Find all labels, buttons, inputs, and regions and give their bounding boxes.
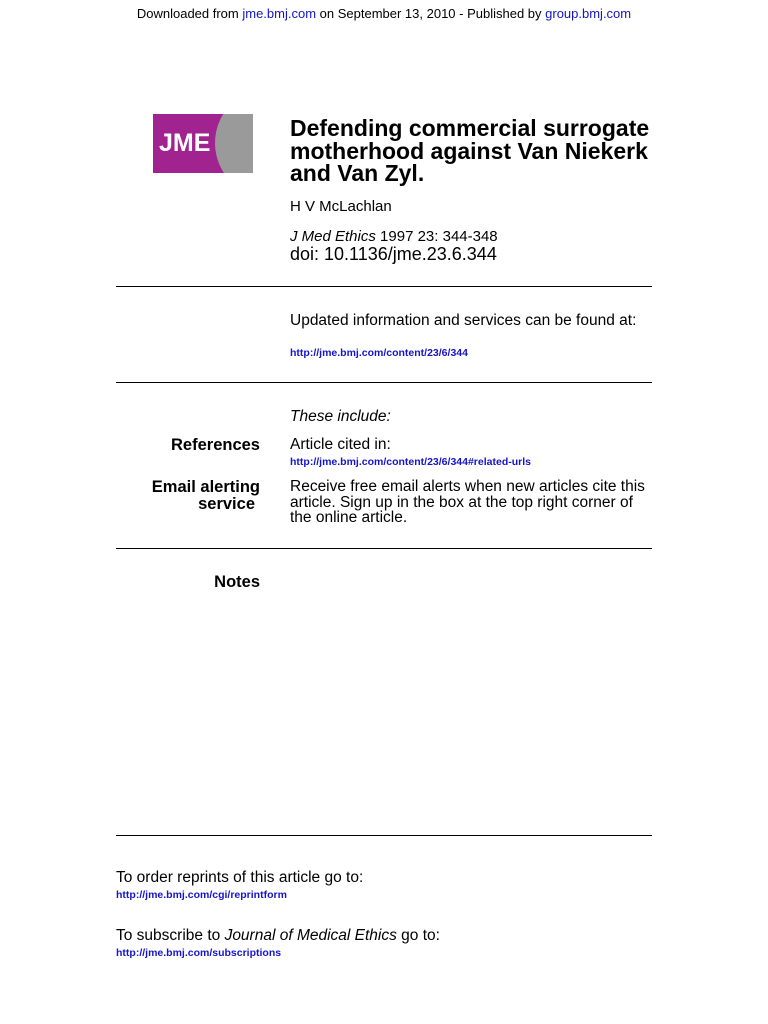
journal-logo — [153, 114, 253, 173]
divider — [116, 286, 652, 287]
email-label-line1: Email alerting — [151, 478, 260, 496]
article-author: H V McLachlan — [290, 198, 392, 215]
reprint-text: To order reprints of this article go to: — [116, 869, 364, 886]
download-notice — [0, 6, 768, 21]
reprint-link[interactable]: http://jme.bmj.com/cgi/reprintform — [116, 889, 287, 901]
email-alert-text: Receive free email alerts when new articles cite this article. Sign up in the box at the top right corner of the online article. — [290, 478, 645, 526]
logo-text: JME — [159, 129, 211, 157]
article-doi: doi: 10.1136/jme.23.6.344 — [290, 244, 497, 264]
subscribe-text — [116, 927, 440, 945]
article-url-link[interactable]: http://jme.bmj.com/content/23/6/344 — [290, 347, 468, 359]
divider — [116, 548, 652, 549]
email-alert-label — [152, 479, 260, 512]
article-title: Defending commercial surrogate motherhood against Van Niekerk and Van Zyl. — [290, 115, 650, 186]
article-citation — [290, 228, 498, 245]
download-middle: on September 13, 2010 - Published by — [316, 6, 546, 21]
logo-arc-shape — [215, 114, 253, 173]
divider — [116, 835, 652, 836]
site-link[interactable]: jme.bmj.com — [242, 6, 317, 21]
email-label-line2: service — [198, 494, 255, 513]
subscribe-journal: Journal of Medical Ethics — [224, 927, 397, 944]
related-urls-link[interactable]: http://jme.bmj.com/content/23/6/344#related-urls — [290, 456, 531, 468]
subscribe-suffix: go to: — [396, 927, 440, 944]
subscribe-link[interactable]: http://jme.bmj.com/subscriptions — [116, 947, 282, 959]
citation-details: 1997 23: 344-348 — [375, 228, 498, 245]
publisher-link[interactable]: group.bmj.com — [545, 6, 632, 21]
updated-info-text: Updated information and services can be found at: — [290, 312, 637, 329]
cited-text: Article cited in: — [290, 436, 391, 453]
references-label: References — [171, 436, 260, 454]
download-prefix: Downloaded from — [136, 6, 243, 21]
includes-heading: These include: — [290, 408, 391, 425]
divider — [116, 382, 652, 383]
journal-abbrev: J Med Ethics — [290, 228, 376, 245]
notes-label: Notes — [214, 573, 260, 591]
subscribe-prefix: To subscribe to — [116, 927, 225, 944]
